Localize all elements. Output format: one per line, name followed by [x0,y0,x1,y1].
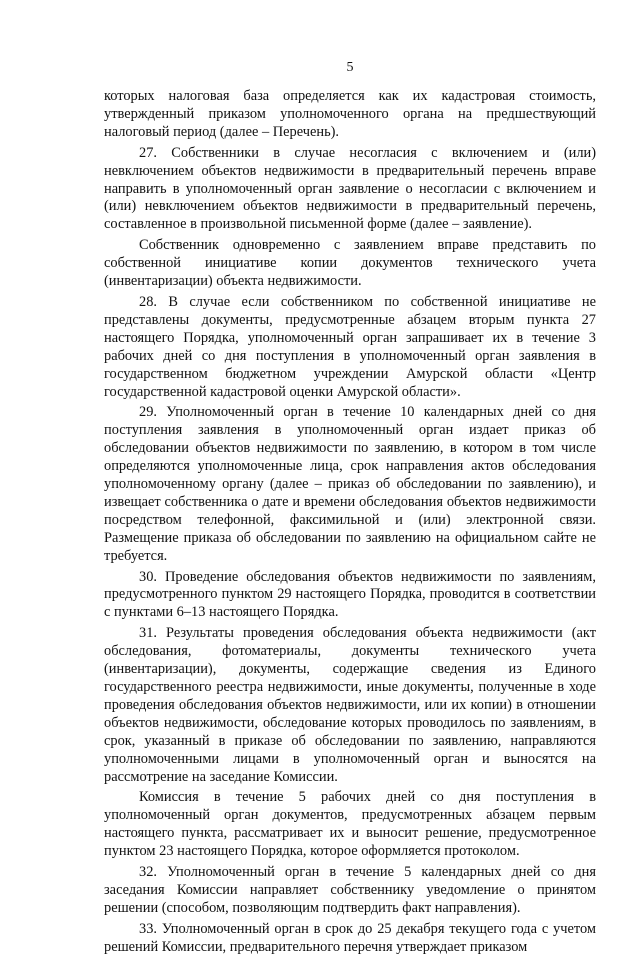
page-number: 5 [346,60,354,75]
paragraph-item-27: 27. Собственники в случае несогласия с включением и (или) невключением объектов недвижимости в предварительный перечень вправе направить в уполномоченный орган заявление о несогласии с включением и (или) невключением объектов недвижимости в предварительный перечень, составленное в произвольной письменной форме (далее – заявление). [104,144,596,233]
paragraph-item-30: 30. Проведение обследования объектов недвижимости по заявлениям, предусмотренного пунктом 29 настоящего Порядка, проводится в соответствии с пунктами 6–13 настоящего Порядка. [104,568,596,621]
paragraph-item-31: 31. Результаты проведения обследования объекта недвижимости (акт обследования, фотоматериалы, документы технического учета (инвентаризации), документы, содержащие сведения из Единого государственного реестра недвижимости, иные документы, полученные в ходе проведения обследования объектов недвижимости, или их копии) в отношении объектов недвижимости, обследование которых проводилось по заявлениям, в срок, указанный в приказе об обследовании по заявлению, направляются уполномоченными лицами в уполномоченный орган и выносятся на рассмотрение на заседание Комиссии. [104,625,596,785]
paragraph-commission: Комиссия в течение 5 рабочих дней со дня поступления в уполномоченный орган документов, предусмотренных абзацем первым настоящего пункта, рассматривает их и выносит решение, предусмотренное пунктом 23 настоящего Порядка, которое оформляется протоколом. [104,789,596,860]
paragraph-owner-documents: Собственник одновременно с заявлением вправе представить по собственной инициативе копии документов технического учета (инвентаризации) объекта недвижимости. [104,237,596,290]
paragraph-item-29: 29. Уполномоченный орган в течение 10 календарных дней со дня поступления заявления в уполномоченный орган издает приказ об обследовании объектов недвижимости по заявлению, в котором в том числе определяются уполномоченные лица, срок направления актов обследования уполномоченному органу (далее – приказ об обследовании по заявлению), и извещает собственника о дате и времени обследования объектов недвижимости посредством телефонной, факсимильной и (или) электронной связи. Размещение приказа об обследовании по заявлению на официальном сайте не требуется. [104,404,596,564]
paragraph-item-28: 28. В случае если собственником по собственной инициативе не представлены документы, предусмотренные абзацем вторым пункта 27 настоящего Порядка, уполномоченный орган запрашивает их в течение 3 рабочих дней со дня поступления в уполномоченный орган заявления в государственном бюджетном учреждении Амурской области «Центр государственной кадастровой оценки Амурской области». [104,293,596,400]
document-page [104,60,596,960]
paragraph-continuation: которых налоговая база определяется как их кадастровая стоимость, утвержденный приказом уполномоченного органа на предшествующий налоговый период (далее – Перечень). [104,88,596,140]
paragraph-item-33: 33. Уполномоченный орган в срок до 25 декабря текущего года с учетом решений Комиссии, предварительного перечня утверждает приказом [104,920,596,955]
paragraph-item-32: 32. Уполномоченный орган в течение 5 календарных дней со дня заседания Комиссии направляет собственнику уведомление о принятом решении (способом, позволяющим подтвердить факт направления). [104,864,596,916]
